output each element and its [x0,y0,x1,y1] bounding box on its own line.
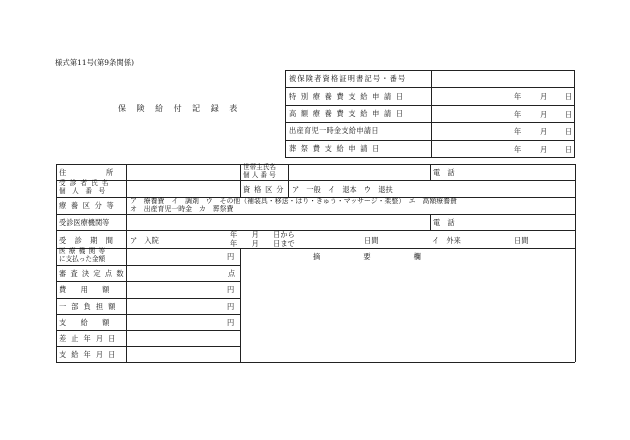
points-unit: 点 [228,269,236,278]
householder-number-label: 個 人 番 号 [243,171,276,179]
divider [56,164,57,362]
treatment-options-line2[interactable]: オ 出産育児一時金 カ 葬祭費 [130,205,234,213]
address-field[interactable] [128,166,238,179]
divider [56,248,575,249]
householder-field[interactable] [290,166,428,179]
yen-unit: 円 [227,302,235,311]
inpatient-option[interactable]: ア 入院 [130,236,159,245]
inpatient-days-unit: 日間 [364,236,379,245]
funeral-date-label: 葬 祭 費 支 給 申 請 日 [286,140,432,157]
institution-field[interactable] [128,216,428,229]
table-row [286,140,575,157]
paid-amount-label-2: に支払った金額 [59,255,106,263]
high-cost-date-field[interactable]: 年 月 日 [432,105,575,122]
remarks-label: 摘 要 欄 [313,252,421,261]
points-label: 審 査 決 定 点 数 [59,269,125,278]
notify-date-label: 差 止 年 月 日 [59,334,117,343]
recipient-name-label: 受 診 者 氏 名 [59,179,110,187]
divider [56,214,575,215]
divider [56,230,575,231]
payment-date-label: 支 給 年 月 日 [59,350,117,359]
eligibility-options[interactable]: ア 一般 イ 退本 ウ 退扶 [292,185,393,194]
table-row [286,123,575,140]
special-care-date-label: 特 別 療 養 費 支 給 申 請 日 [286,88,432,105]
treatment-class-label: 療 養 区 分 等 [59,201,115,210]
period-from: 年 月 日から [230,230,295,239]
paid-amount-label-1: 医 療 機 関 等 [59,247,106,255]
funeral-date-field[interactable]: 年 月 日 [432,140,575,157]
treatment-options-line1[interactable]: ア 療養費 イ 調剤 ウ その他（補装具・移送・はり・きゅう・マッサージ・柔整） エ 高額療養費 [130,197,457,205]
outpatient-option[interactable]: イ 外来 [432,236,461,245]
institution-label: 受診医療機関等 [59,218,110,227]
special-care-date-field[interactable]: 年 月 日 [432,88,575,105]
divider [56,362,575,363]
form-number: 様式第11号(第9条関係) [55,58,134,67]
recipient-number-label: 個 人 番 号 [59,187,106,195]
burden-label: 一 部 負 担 額 [59,302,117,311]
table-row [286,105,575,122]
phone2-label: 電 話 [433,218,455,227]
phone-label: 電 話 [433,168,455,177]
outpatient-days-unit: 日間 [514,236,529,245]
table-row [286,88,575,105]
application-dates-table [285,70,575,158]
phone-field[interactable] [460,166,573,179]
divider [430,214,431,230]
divider [240,164,241,197]
childbirth-date-label: 出産育児一時金支給申請日 [286,123,432,140]
cert-number-label: 被保険者資格証明書記号・番号 [286,71,432,88]
childbirth-date-field[interactable]: 年 月 日 [432,123,575,140]
divider [575,164,576,362]
remarks-field[interactable] [242,266,573,360]
householder-name-label: 世帯主氏名 [243,163,276,171]
table-row [286,71,575,88]
yen-unit: 円 [227,285,235,294]
yen-unit: 円 [227,252,235,261]
divider [126,164,127,362]
recipient-field[interactable] [128,182,238,195]
eligibility-label: 資 格 区 分 [243,185,285,194]
divider [56,330,240,331]
divider [240,248,241,362]
period-to: 年 月 日まで [230,239,295,248]
divider [288,164,289,197]
payment-label: 支 給 額 [59,318,110,327]
divider [430,164,431,180]
cert-number-field[interactable] [432,71,575,88]
period-label: 受 診 期 間 [59,236,114,245]
cost-label: 費 用 額 [59,285,110,294]
phone2-field[interactable] [460,216,573,229]
divider [56,298,240,299]
divider [56,164,575,165]
divider [56,346,240,347]
divider [56,265,240,266]
divider [56,314,240,315]
high-cost-date-label: 高 額 療 養 費 支 給 申 請 日 [286,105,432,122]
address-label: 住 所 [59,168,116,177]
divider [56,281,240,282]
divider [56,180,575,181]
form-title: 保 険 給 付 記 録 表 [118,104,242,113]
yen-unit: 円 [227,318,235,327]
